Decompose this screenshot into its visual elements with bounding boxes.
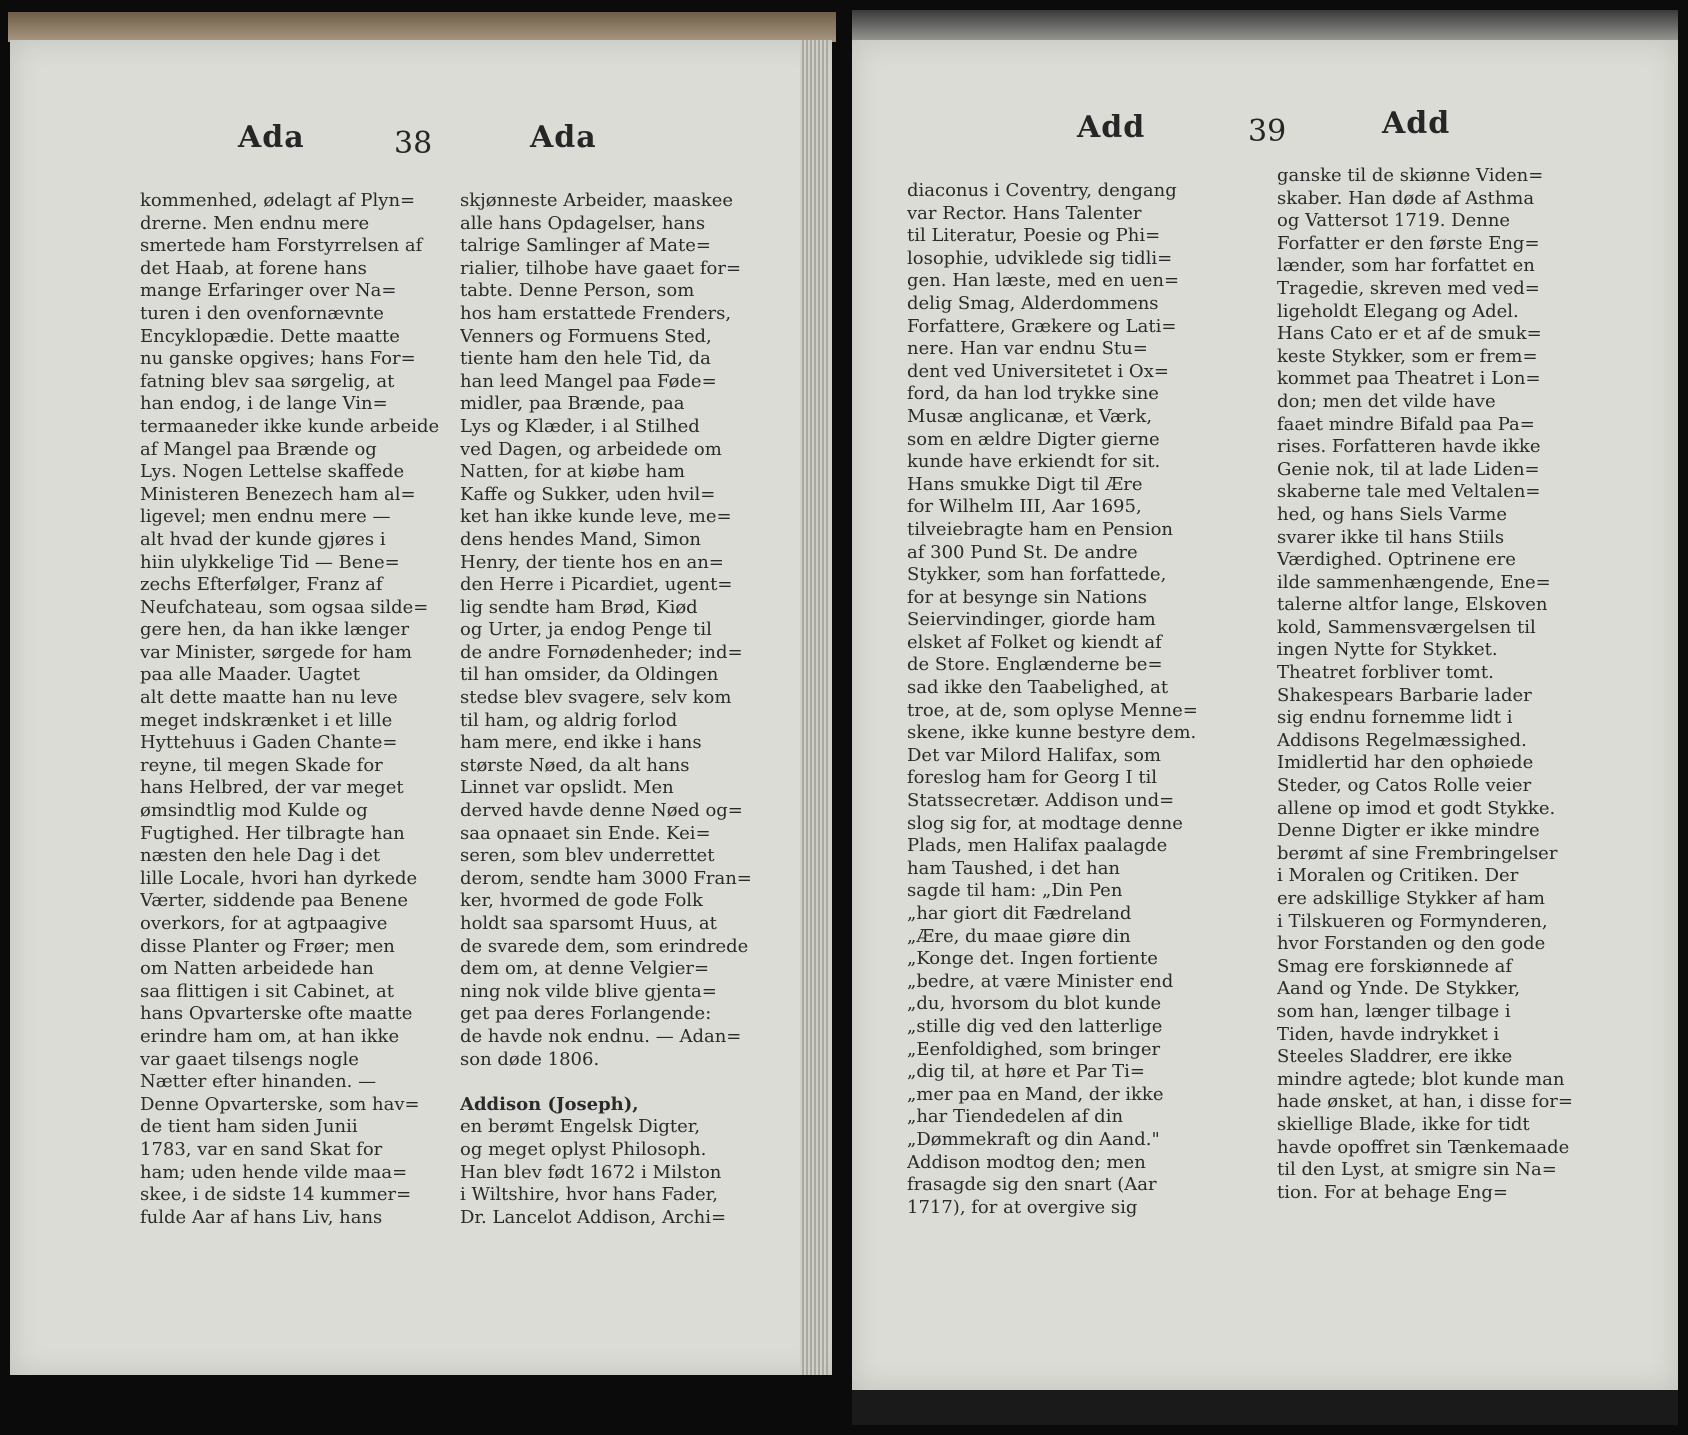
text-line: Addisons Regelmæssighed. — [1277, 729, 1527, 751]
text-line: Venners og Formuens Sted, — [460, 325, 712, 347]
right-page — [852, 40, 1678, 1390]
text-line: skiellige Blade, ikke for tidt — [1277, 1113, 1530, 1135]
text-line: Statssecretær. Addison und= — [907, 790, 1175, 812]
text-line: dent ved Universitetet i Ox= — [907, 360, 1169, 382]
text-line: „Dømmekraft og din Aand." — [907, 1128, 1160, 1150]
text-line: get paa deres Forlangende: — [460, 1003, 712, 1025]
text-line: de tient ham siden Junii — [140, 1116, 358, 1138]
right-page-top-edge — [852, 10, 1678, 42]
right-page-number: 39 — [1248, 114, 1287, 149]
text-line: sad ikke den Taabelighed, at — [907, 677, 1169, 699]
text-line: af 300 Pund St. De andre — [907, 541, 1138, 563]
left-running-head-right: Ada — [530, 120, 597, 155]
text-line: lille Locale, hvori han dyrkede — [140, 867, 418, 889]
text-line: skene, ikke kunne bestyre dem. — [907, 722, 1197, 744]
text-line: og meget oplyst Philosoph. — [460, 1138, 707, 1160]
text-line: rises. Forfatteren havde ikke — [1277, 436, 1541, 458]
text-line: losophie, udviklede sig tidli= — [907, 247, 1173, 269]
right-page-column-1 — [907, 180, 1237, 1219]
text-line: ning nok vilde blive gjenta= — [460, 980, 717, 1002]
text-line: Det var Milord Halifax, som — [907, 744, 1161, 766]
left-page-number: 38 — [394, 126, 433, 161]
text-line: ham mere, end ikke i hans — [460, 732, 702, 754]
text-line: ham; uden hende vilde maa= — [140, 1161, 408, 1183]
left-page-stack-edge — [800, 40, 828, 1375]
text-line: talrige Samlinger af Mate= — [460, 235, 711, 257]
text-line: ford, da han lod trykke sine — [907, 383, 1159, 405]
text-line: ere adskillige Stykker af ham — [1277, 888, 1545, 909]
text-line: kold, Sammensværgelsen til — [1277, 616, 1536, 638]
text-line: son døde 1806. — [460, 1048, 600, 1070]
text-line: tabte. Denne Person, som — [460, 280, 695, 302]
text-line: kommenhed, ødelagt af Plyn= — [140, 190, 416, 211]
text-line: Addison modtog den; men — [907, 1151, 1146, 1173]
text-line: for Wilhelm III, Aar 1695, — [907, 496, 1142, 518]
text-line: meget indskrænket i et lille — [140, 709, 393, 731]
text-line: alt hvad der kunde gjøres i — [140, 528, 386, 550]
text-line: Stykker, som han forfattede, — [907, 564, 1167, 586]
text-line: var Minister, sørgede for ham — [140, 641, 412, 663]
text-line: stedse blev svagere, selv kom — [460, 687, 732, 709]
text-line: Lys og Klæder, i al Stilhed — [460, 415, 700, 437]
left-page-column-2 — [460, 190, 780, 1229]
text-line: hans Opvarterske ofte maatte — [140, 1003, 413, 1025]
text-line: „dig til, at høre et Par Ti= — [907, 1061, 1145, 1083]
text-line: slog sig for, at modtage denne — [907, 812, 1183, 834]
text-line: ømsindtlig mod Kulde og — [140, 800, 368, 822]
text-line: termaaneder ikke kunde arbeide — [140, 415, 440, 437]
text-line: allene op imod et godt Stykke. — [1277, 797, 1556, 819]
text-line: Linnet var opslidt. Men — [460, 777, 674, 799]
text-line: saa flittigen i sit Cabinet, at — [140, 980, 394, 1002]
text-line: Dr. Lancelot Addison, Archi= — [460, 1206, 727, 1228]
text-line: til den Lyst, at smigre sin Na= — [1277, 1159, 1557, 1181]
text-line: kommet paa Theatret i Lon= — [1277, 368, 1541, 390]
text-line: smertede ham Forstyrrelsen af — [140, 235, 423, 257]
text-line: Theatret forbliver tomt. — [1277, 662, 1494, 684]
text-line: Smag ere forskiønnede af — [1277, 955, 1512, 977]
text-line: Hans Cato er et af de smuk= — [1277, 323, 1542, 345]
text-line: troe, at de, som oplyse Menne= — [907, 699, 1198, 721]
text-line: derom, sendte ham 3000 Fran= — [460, 867, 752, 889]
text-line: ligevel; men endnu mere — — [140, 506, 391, 528]
text-line: Tiden, havde indrykket i — [1277, 1023, 1500, 1045]
text-line — [460, 1071, 780, 1094]
text-line: „du, hvorsom du blot kunde — [907, 993, 1162, 1015]
text-line: 1717), for at overgive sig — [907, 1196, 1138, 1218]
text-line: reyne, til megen Skade for — [140, 754, 383, 776]
text-line: Ministeren Benezech ham al= — [140, 483, 416, 505]
text-line: Neufchateau, som ogsaa silde= — [140, 596, 429, 618]
text-line: var gaaet tilsengs nogle — [140, 1048, 359, 1070]
text-line: tiente ham den hele Tid, da — [460, 348, 711, 370]
text-line: talerne altfor lange, Elskoven — [1277, 594, 1548, 616]
text-line: dens hendes Mand, Simon — [460, 528, 702, 550]
text-line: Værdighed. Optrinene ere — [1277, 549, 1516, 571]
text-line: keste Stykker, som er frem= — [1277, 345, 1538, 367]
text-line: skaberne tale med Veltalen= — [1277, 481, 1541, 503]
text-line: Encyklopædie. Dette maatte — [140, 325, 400, 347]
text-line: hans Helbred, der var meget — [140, 777, 404, 799]
text-line: Forfattere, Grækere og Lati= — [907, 315, 1177, 337]
text-line: „bedre, at være Minister end — [907, 970, 1174, 992]
right-running-head-right: Add — [1382, 106, 1451, 141]
text-line: Han blev født 1672 i Milston — [460, 1161, 722, 1183]
text-line: saa opnaaet sin Ende. Kei= — [460, 822, 711, 844]
text-line: nu ganske opgives; hans For= — [140, 348, 416, 370]
text-line: Imidlertid har den ophøiede — [1277, 752, 1534, 774]
text-line: lig sendte ham Brød, Kiød — [460, 596, 698, 618]
text-line: Aand og Ynde. De Stykker, — [1277, 978, 1521, 1000]
text-line: en berømt Engelsk Digter, — [460, 1116, 701, 1138]
text-line: Værter, siddende paa Benene — [140, 890, 409, 912]
text-line: i Wiltshire, hvor hans Fader, — [460, 1184, 719, 1206]
text-line: ilde sammenhængende, Ene= — [1277, 571, 1551, 593]
text-line: om Natten arbeidede han — [140, 958, 374, 980]
text-line: Nætter efter hinanden. — — [140, 1071, 377, 1093]
text-line: Shakespears Barbarie lader — [1277, 684, 1532, 706]
text-line: „har giort dit Fædreland — [907, 903, 1132, 924]
text-line: faaet mindre Bifald paa Pa= — [1277, 413, 1535, 435]
text-line: erindre ham om, at han ikke — [140, 1025, 400, 1047]
text-line: rialier, tilhobe have gaaet for= — [460, 257, 742, 279]
text-line: paa alle Maader. Uagtet — [140, 664, 361, 686]
text-line: til ham, og aldrig forlod — [460, 709, 678, 731]
text-line: i Tilskueren og Formynderen, — [1277, 910, 1548, 932]
text-line: ingen Nytte for Stykket. — [1277, 639, 1498, 661]
text-line: Musæ anglicanæ, et Værk, — [907, 405, 1153, 427]
text-line: Forfatter er den første Eng= — [1277, 232, 1540, 254]
text-line: turen i den ovenfornævnte — [140, 302, 384, 324]
text-line: sagde til ham: „Din Pen — [907, 880, 1123, 902]
text-line: fatning blev saa sørgelig, at — [140, 370, 395, 392]
text-line: fulde Aar af hans Liv, hans — [140, 1206, 383, 1228]
text-line: og Urter, ja endog Penge til — [460, 619, 712, 641]
text-line: overkors, for at agtpaagive — [140, 913, 388, 934]
text-line: næsten den hele Dag i det — [140, 845, 381, 867]
text-line: Steeles Sladdrer, ere ikke — [1277, 1046, 1513, 1068]
text-line: gen. Han læste, med en uen= — [907, 270, 1180, 292]
text-line: de svarede dem, som erindrede — [460, 935, 749, 957]
text-line: hvor Forstanden og den gode — [1277, 933, 1546, 955]
text-line: frasagde sig den snart (Aar — [907, 1174, 1157, 1196]
text-line: mange Erfaringer over Na= — [140, 280, 397, 302]
text-line: Lys. Nogen Lettelse skaffede — [140, 461, 405, 483]
text-line: lænder, som har forfattet en — [1277, 255, 1535, 277]
text-line: ker, hvormed de gode Folk — [460, 890, 703, 912]
left-page — [10, 40, 832, 1375]
text-line: midler, paa Brænde, paa — [460, 393, 685, 415]
text-line: største Nøed, da alt hans — [460, 754, 690, 776]
text-line: Henry, der tiente hos en an= — [460, 551, 724, 573]
left-page-column-1 — [140, 190, 445, 1229]
text-line: „Konge det. Ingen fortiente — [907, 948, 1158, 970]
text-line: elsket af Folket og kiendt af — [907, 631, 1162, 653]
text-line: det Haab, at forene hans — [140, 257, 367, 279]
text-line: zechs Efterfølger, Franz af — [140, 574, 383, 596]
text-line: Plads, men Halifax paalagde — [907, 835, 1168, 857]
text-line: holdt saa sparsomt Huus, at — [460, 913, 717, 934]
text-line: diaconus i Coventry, dengang — [907, 180, 1177, 201]
text-line: Fugtighed. Her tilbragte han — [140, 822, 405, 844]
text-line: sig endnu fornemme lidt i — [1277, 707, 1513, 729]
text-line: skjønneste Arbeider, maaskee — [460, 190, 734, 211]
text-line: som han, længer tilbage i — [1277, 1000, 1511, 1022]
text-line: de havde nok endnu. — Adan= — [460, 1025, 742, 1047]
text-line: af Mangel paa Brænde og — [140, 438, 377, 460]
text-line: Denne Opvarterske, som hav= — [140, 1093, 420, 1115]
text-line: svarer ikke til hans Stiils — [1277, 526, 1505, 548]
text-line: Tragedie, skreven med ved= — [1277, 277, 1540, 299]
text-line: han leed Mangel paa Føde= — [460, 370, 717, 392]
text-line: kunde have erkiendt for sit. — [907, 451, 1161, 473]
text-line: til Literatur, Poesie og Phi= — [907, 225, 1161, 247]
text-line: „Eenfoldighed, som bringer — [907, 1038, 1161, 1060]
text-line: „stille dig ved den latterlige — [907, 1015, 1163, 1037]
text-line: de andre Fornødenheder; ind= — [460, 641, 743, 663]
text-line: seren, som blev underrettet — [460, 845, 715, 867]
text-line: var Rector. Hans Talenter — [907, 202, 1142, 224]
entry-heading: Addison (Joseph), — [460, 1093, 639, 1115]
text-line: foreslog ham for Georg I til — [907, 767, 1158, 789]
text-line: Genie nok, til at lade Liden= — [1277, 458, 1540, 480]
text-line: de Store. Englænderne be= — [907, 654, 1163, 676]
text-line: berømt af sine Frembringelser — [1277, 842, 1558, 864]
text-line: gere hen, da han ikke længer — [140, 619, 410, 641]
text-line: drerne. Men endnu mere — [140, 212, 370, 234]
text-line: „har Tiendedelen af din — [907, 1106, 1124, 1128]
text-line: ganske til de skiønne Viden= — [1277, 165, 1544, 186]
text-line: don; men det vilde have — [1277, 390, 1496, 412]
text-line: skee, i de sidste 14 kummer= — [140, 1184, 412, 1206]
text-line: Denne Digter er ikke mindre — [1277, 820, 1540, 842]
text-line: dem om, at denne Velgier= — [460, 958, 710, 980]
text-line: mindre agtede; blot kunde man — [1277, 1068, 1565, 1090]
text-line: Steder, og Catos Rolle veier — [1277, 775, 1532, 797]
text-line: nere. Han var endnu Stu= — [907, 338, 1148, 360]
text-line: til han omsider, da Oldingen — [460, 664, 719, 686]
text-line: i Moralen og Critiken. Der — [1277, 865, 1519, 887]
text-line: 1783, var en sand Skat for — [140, 1138, 383, 1160]
text-line: Natten, for at kiøbe ham — [460, 461, 685, 483]
text-line: Seiervindinger, giorde ham — [907, 609, 1156, 631]
text-line: tion. For at behage Eng= — [1277, 1181, 1508, 1203]
text-line: han endog, i de lange Vin= — [140, 393, 388, 415]
text-line: hade ønsket, at han, i disse for= — [1277, 1091, 1573, 1113]
text-line: ligeholdt Elegang og Adel. — [1277, 300, 1519, 322]
text-line: Hans smukke Digt til Ære — [907, 473, 1143, 495]
text-line: delig Smag, Alderdommens — [907, 292, 1159, 314]
text-line: ham Taushed, i det han — [907, 857, 1121, 879]
text-line: som en ældre Digter gierne — [907, 428, 1160, 450]
text-line: alle hans Opdagelser, hans — [460, 212, 706, 234]
text-line: „mer paa en Mand, der ikke — [907, 1083, 1164, 1105]
right-page-bottom-shadow — [852, 1390, 1678, 1425]
text-line: og Vattersot 1719. Denne — [1277, 210, 1511, 232]
text-line: alt dette maatte han nu leve — [140, 687, 398, 709]
text-line: disse Planter og Frøer; men — [140, 935, 395, 957]
left-page-top-edge — [8, 12, 836, 42]
text-line: skaber. Han døde af Asthma — [1277, 187, 1535, 209]
text-line: hiin ulykkelige Tid — Bene= — [140, 551, 400, 573]
text-line: hed, og hans Siels Varme — [1277, 503, 1508, 525]
left-running-head-left: Ada — [238, 120, 305, 155]
text-line: Kaffe og Sukker, uden hvil= — [460, 483, 716, 505]
right-running-head-left: Add — [1077, 110, 1146, 145]
text-line: den Herre i Picardiet, ugent= — [460, 574, 733, 596]
text-line: ved Dagen, og arbeidede om — [460, 438, 722, 460]
text-line: ket han ikke kunde leve, me= — [460, 506, 732, 528]
text-line: hos ham erstattede Frenders, — [460, 302, 732, 324]
text-line: „Ære, du maae giøre din — [907, 925, 1131, 947]
text-line: Hyttehuus i Gaden Chante= — [140, 732, 398, 754]
text-line: derved havde denne Nøed og= — [460, 800, 743, 822]
text-line: for at besynge sin Nations — [907, 586, 1148, 608]
right-page-column-2 — [1277, 165, 1612, 1204]
text-line: havde opoffret sin Tænkemaade — [1277, 1136, 1570, 1158]
text-line: tilveiebragte ham en Pension — [907, 518, 1174, 540]
